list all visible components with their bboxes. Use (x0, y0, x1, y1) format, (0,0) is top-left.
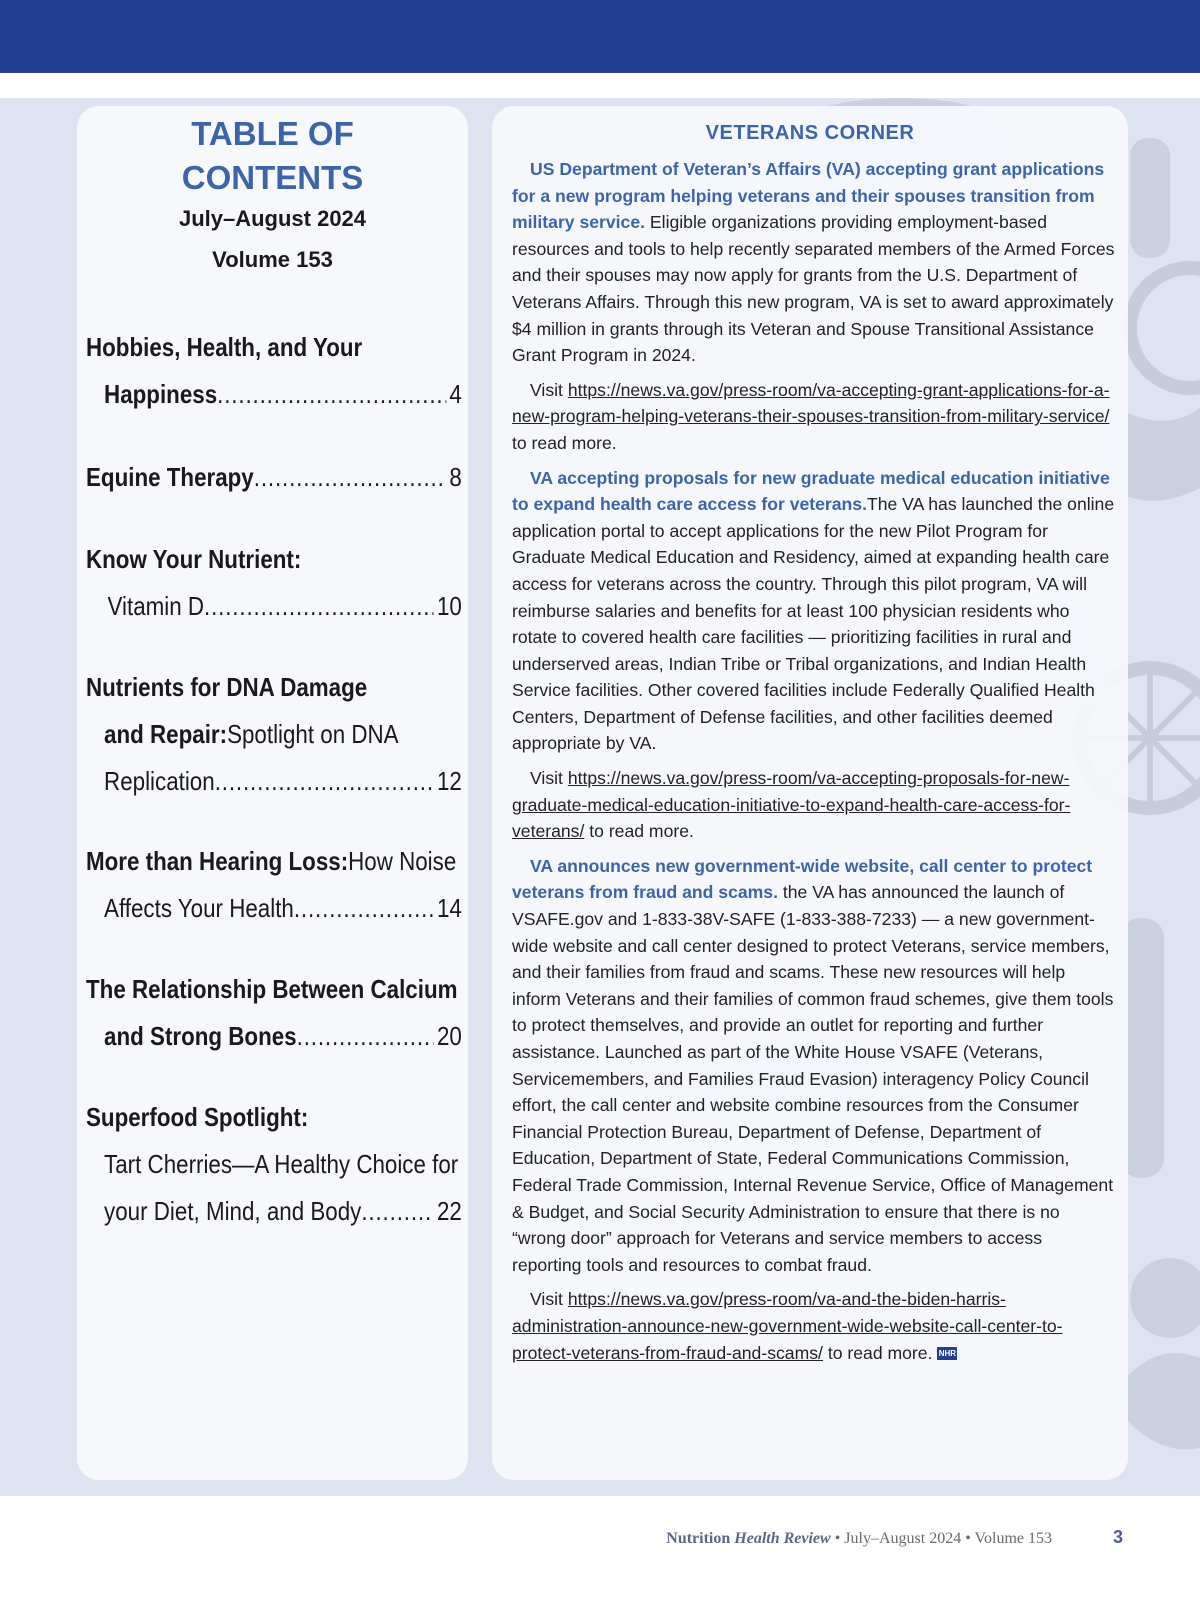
toc-volume: Volume 153 (212, 247, 333, 272)
read-more-label: to read more. (512, 432, 617, 453)
footer-publication-line (666, 1530, 1052, 1548)
news-link-paragraph (512, 1286, 1116, 1366)
toc-page-number: 20 (436, 1021, 462, 1051)
toc-title-line-2: CONTENTS (181, 159, 364, 196)
news-headline: US Department of Veteran’s Affairs (VA) accepting grant applications for a new program helping veterans and their spouses transition from military service. (512, 159, 1105, 233)
read-more-label: to read more. (822, 1342, 938, 1363)
toc-page-number: 10 (436, 591, 462, 621)
toc-entry-title: Nutrients for DNA Damage (86, 672, 368, 702)
news-item-graduate-medical (512, 465, 1116, 758)
nhr-end-mark-icon: NHR (938, 1349, 957, 1359)
toc-entry-title-cont: Happiness (104, 379, 218, 409)
toc-entry-title: More than Hearing Loss: (86, 846, 349, 876)
toc-entry-subtitle-cont: Affects Your Health (104, 893, 294, 923)
toc-page-number: 12 (436, 766, 462, 796)
news-link-graduate-medical[interactable]: https://news.va.gov/press-room/va-accepting-proposals-for-new-graduate-medical-education-initiative-to-expand-health-care-access-for-veterans/ (512, 768, 1071, 842)
toc-page-number: 8 (449, 462, 462, 492)
toc-entry-subtitle: Spotlight on DNA (227, 719, 399, 749)
toc-title-line-1: TABLE OF (191, 115, 354, 152)
toc-entry-superfood[interactable] (86, 1094, 462, 1235)
visit-label: Visit (530, 768, 568, 789)
leader-dots (215, 758, 434, 805)
toc-entry-title-cont: and Strong Bones (104, 1021, 297, 1051)
news-body: the VA has announced the launch of VSAFE.gov and 1-833-38V-SAFE (1-833-388-7233) — a new government-wide website and call center designed to protect Veterans, service members, and their families from fraud and scams. These new resources will help inform Veterans and their families of common fraud schemes, give them tools to protect themselves, and provide an outlet for reporting and further assistance. Launched as part of the White House VSAFE (Veterans, Servicemembers, and Families Fraud Evasion) interagency Policy Council effort, the call center and website combine resources from the Consumer Financial Protection Bureau, Department of Defense, Department of Education, Department of State, Federal Communications Commission, Federal Trade Commission, Internal Revenue Service, Office of Management & Budget, and Social Security Administration to ensure that there is no “wrong door” approach for Veterans and service members to access reporting tools and resources to combat fraud. (512, 882, 1114, 1275)
toc-entry-title: Hobbies, Health, and Your (86, 332, 363, 362)
veterans-corner-heading: VETERANS CORNER (705, 122, 915, 144)
top-banner (0, 0, 1200, 73)
news-link-paragraph (512, 377, 1116, 457)
toc-entry-subtitle-cont: Replication (104, 766, 215, 796)
visit-label: Visit (530, 379, 568, 400)
news-headline: VA announces new government-wide website, call center to protect veterans from fraud and scams. (512, 855, 1093, 903)
toc-entry-title: Know Your Nutrient: (86, 544, 302, 574)
toc-page-number: 14 (436, 893, 462, 923)
toc-entry-dna-damage[interactable] (86, 664, 462, 805)
news-body: Eligible organizations providing employment-based resources and tools to help recently separated members of the Armed Forces and their spouses may now apply for grants from the U.S. Department of Veterans Affairs. Through this new program, VA is set to award approximately $4 million in grants through its Veteran and Spouse Transitional Assistance Grant Program in 2024. (512, 212, 1115, 366)
toc-page-number: 4 (449, 379, 462, 409)
toc-entry-title-cont: and Repair: (104, 719, 228, 749)
leader-dots (297, 1013, 434, 1060)
leader-dots (254, 454, 446, 501)
toc-entry-hearing-loss[interactable] (86, 838, 462, 932)
news-item-fraud (512, 853, 1116, 1279)
toc-entry-calcium[interactable] (86, 966, 462, 1060)
toc-entry-title: Superfood Spotlight: (86, 1102, 309, 1132)
toc-entry-title: Equine Therapy (86, 462, 254, 492)
news-link-fraud[interactable]: https://news.va.gov/press-room/va-and-the-biden-harris-administration-announce-new-government-wide-website-call-center-to-protect-veterans-from-fraud-and-scams/ (512, 1289, 1063, 1363)
news-item-grant (512, 156, 1116, 369)
toc-entry-subtitle: Tart Cherries—A Healthy Choice for (104, 1149, 459, 1179)
toc-title (77, 112, 468, 200)
publication-name: Nutrition (666, 1530, 731, 1547)
toc-entry-hobbies[interactable] (86, 324, 462, 418)
toc-page-number: 22 (436, 1196, 462, 1226)
footer-issue-info: • July–August 2024 • Volume 153 (830, 1530, 1052, 1547)
toc-entry-subtitle-cont: your Diet, Mind, and Body (104, 1196, 362, 1226)
leader-dots (204, 583, 433, 630)
page-footer (0, 1527, 1200, 1560)
toc-entry-title: The Relationship Between Calcium (86, 974, 458, 1004)
visit-label: Visit (530, 1289, 568, 1310)
toc-issue-date: July–August 2024 (178, 206, 367, 231)
leader-dots (361, 1188, 433, 1235)
toc-entry-vitamin-d[interactable] (86, 536, 462, 630)
toc-entry-equine-therapy[interactable] (86, 454, 462, 501)
news-body: The VA has launched the online application portal to accept applications for the new Pilot Program for Graduate Medical Education and Residency, aimed at expanding health care access for veterans across the country. Through this pilot program, VA will reimburse salaries and benefits for at least 100 physician residents who rotate to covered health care facilities — prioritizing facilities in rural and underserved areas, Indian Tribe or Tribal organizations, and Indian Health Service facilities. Other covered facilities include Federally Qualified Health Centers, Department of Defense facilities, and other facilities deemed appropriate by VA. (512, 494, 1115, 754)
news-link-grant[interactable]: https://news.va.gov/press-room/va-accepting-grant-applications-for-a-new-program-helping-veterans-their-spouses-transition-from-military-service/ (512, 379, 1110, 427)
leader-dots (217, 371, 446, 418)
leader-dots (294, 885, 434, 932)
publication-name-italic: Health Review (734, 1530, 831, 1547)
toc-entry-subtitle: How Noise (348, 846, 457, 876)
toc-entry-subtitle: Vitamin D (107, 591, 205, 621)
page-number: 3 (1113, 1527, 1124, 1547)
news-headline: VA accepting proposals for new graduate medical education initiative to expand health care access for veterans. (512, 467, 1110, 515)
read-more-label: to read more. (584, 821, 694, 842)
veterans-corner-panel (492, 106, 1128, 1480)
veterans-corner-body (512, 156, 1116, 1374)
table-of-contents-panel (77, 106, 468, 1480)
news-link-paragraph (512, 765, 1116, 845)
